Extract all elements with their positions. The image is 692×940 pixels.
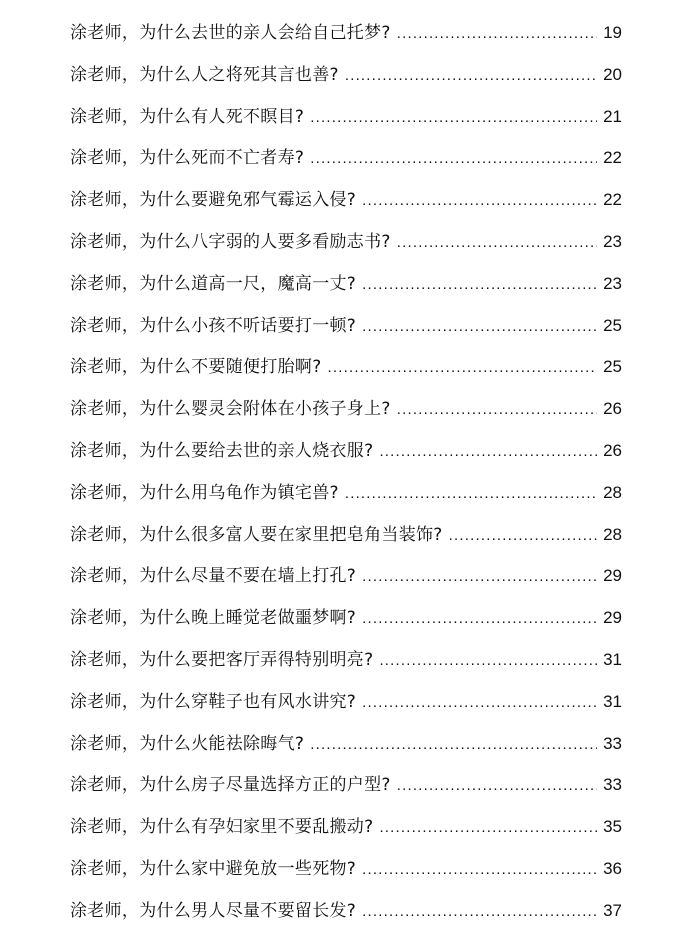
toc-dot-leader	[362, 682, 597, 724]
toc-entry[interactable]	[70, 472, 622, 514]
toc-entry-title: 涂老师，为什么要给去世的亲人烧衣服?	[70, 440, 374, 461]
toc-entry-title: 涂老师，为什么人之将死其言也善?	[70, 64, 339, 85]
table-of-contents	[70, 12, 622, 932]
toc-entry-title: 涂老师，为什么小孩不听话要打一顿?	[70, 315, 357, 336]
toc-entry-title: 涂老师，为什么死而不亡者寿?	[70, 148, 305, 169]
toc-page-number: 29	[603, 566, 622, 586]
toc-entry[interactable]	[70, 848, 622, 890]
toc-dot-leader	[449, 515, 597, 557]
toc-page-number: 36	[603, 858, 622, 878]
toc-entry-title: 涂老师，为什么很多富人要在家里把皂角当装饰?	[70, 524, 443, 545]
toc-entry-title: 涂老师，为什么尽量不要在墙上打孔?	[70, 566, 357, 587]
toc-page-number: 20	[603, 64, 622, 84]
toc-entry[interactable]	[70, 555, 622, 597]
toc-entry-title: 涂老师，为什么晚上睡觉老做噩梦啊?	[70, 608, 357, 629]
toc-entry[interactable]	[70, 890, 622, 932]
toc-entry[interactable]	[70, 681, 622, 723]
toc-entry-title: 涂老师，为什么穿鞋子也有风水讲究?	[70, 691, 357, 712]
toc-entry[interactable]	[70, 137, 622, 179]
toc-entry[interactable]	[70, 764, 622, 806]
toc-entry[interactable]	[70, 639, 622, 681]
toc-entry-title: 涂老师，为什么男人尽量不要留长发?	[70, 900, 357, 921]
toc-entry-title: 涂老师，为什么婴灵会附体在小孩子身上?	[70, 399, 391, 420]
toc-page-number: 29	[603, 608, 622, 628]
toc-dot-leader	[362, 556, 597, 598]
toc-page-number: 31	[603, 691, 622, 711]
toc-page-number: 23	[603, 273, 622, 293]
toc-entry-title: 涂老师，为什么火能祛除晦气?	[70, 733, 305, 754]
toc-dot-leader	[362, 264, 597, 306]
toc-page-number: 19	[603, 23, 622, 42]
toc-page-number: 25	[603, 357, 622, 377]
toc-dot-leader	[397, 13, 597, 55]
toc-entry-title: 涂老师，为什么道高一尺，魔高一丈?	[70, 273, 357, 294]
toc-entry[interactable]	[70, 12, 622, 54]
toc-dot-leader	[362, 891, 597, 933]
toc-dot-leader	[379, 640, 597, 682]
toc-page-number: 33	[603, 775, 622, 795]
toc-entry-title: 涂老师，为什么有孕妇家里不要乱搬动?	[70, 817, 374, 838]
toc-page-number: 21	[603, 106, 622, 126]
toc-dot-leader	[310, 97, 597, 139]
toc-dot-leader	[362, 849, 597, 891]
toc-entry[interactable]	[70, 806, 622, 848]
toc-page-number: 31	[603, 649, 622, 669]
toc-page-number: 28	[603, 482, 622, 502]
toc-page-number: 26	[603, 440, 622, 460]
toc-dot-leader	[328, 347, 597, 389]
toc-entry[interactable]	[70, 723, 622, 765]
toc-entry[interactable]	[70, 179, 622, 221]
toc-dot-leader	[397, 765, 597, 807]
toc-entry[interactable]	[70, 597, 622, 639]
toc-entry-title: 涂老师，为什么用乌龟作为镇宅兽?	[70, 482, 339, 503]
toc-entry[interactable]	[70, 430, 622, 472]
toc-dot-leader	[379, 807, 597, 849]
toc-page-number: 33	[603, 733, 622, 753]
toc-entry-title: 涂老师，为什么家中避免放一些死物?	[70, 858, 357, 879]
toc-dot-leader	[345, 55, 597, 97]
toc-entry-title: 涂老师，为什么八字弱的人要多看励志书?	[70, 231, 391, 252]
toc-entry[interactable]	[70, 221, 622, 263]
toc-dot-leader	[397, 222, 597, 264]
toc-entry-title: 涂老师，为什么要避免邪气霉运入侵?	[70, 190, 357, 211]
toc-dot-leader	[379, 431, 597, 473]
toc-dot-leader	[310, 138, 597, 180]
toc-dot-leader	[310, 724, 597, 766]
toc-entry-title: 涂老师，为什么去世的亲人会给自己托梦?	[70, 23, 391, 43]
toc-dot-leader	[362, 180, 597, 222]
toc-dot-leader	[362, 598, 597, 640]
toc-entry[interactable]	[70, 96, 622, 138]
toc-dot-leader	[345, 473, 597, 515]
toc-page-number: 28	[603, 524, 622, 544]
toc-dot-leader	[397, 389, 597, 431]
toc-entry[interactable]	[70, 305, 622, 347]
toc-entry[interactable]	[70, 54, 622, 96]
toc-page-number: 22	[603, 148, 622, 168]
toc-page-number: 26	[603, 399, 622, 419]
toc-page-number: 22	[603, 190, 622, 210]
toc-entry-title: 涂老师，为什么房子尽量选择方正的户型?	[70, 775, 391, 796]
toc-entry-title: 涂老师，为什么要把客厅弄得特别明亮?	[70, 649, 374, 670]
toc-page-number: 35	[603, 817, 622, 837]
toc-page-number: 37	[603, 900, 622, 920]
toc-page-number: 23	[603, 231, 622, 251]
toc-dot-leader	[362, 306, 597, 348]
toc-entry-title: 涂老师，为什么不要随便打胎啊?	[70, 357, 322, 378]
toc-entry[interactable]	[70, 263, 622, 305]
toc-entry[interactable]	[70, 388, 622, 430]
toc-entry[interactable]	[70, 346, 622, 388]
toc-page-number: 25	[603, 315, 622, 335]
toc-entry-title: 涂老师，为什么有人死不瞑目?	[70, 106, 305, 127]
toc-entry[interactable]	[70, 514, 622, 556]
